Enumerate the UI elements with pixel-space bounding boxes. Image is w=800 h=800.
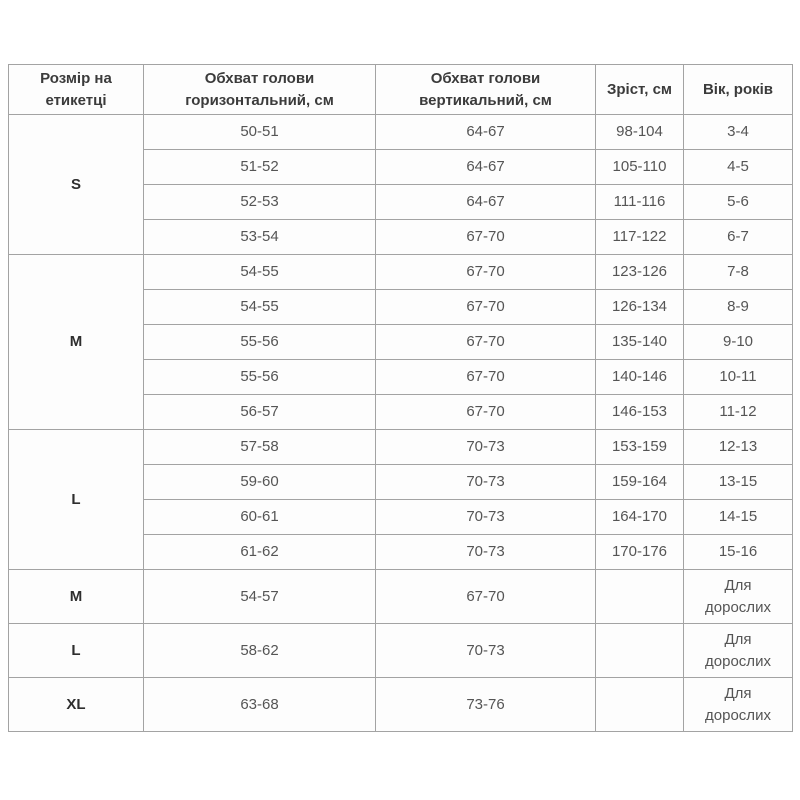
vertical-cell [376,150,596,185]
height-cell-text: 111-116 [613,193,666,211]
height-cell-text: 117-122 [612,228,667,246]
vertical-cell-text: 67-70 [466,333,505,351]
height-cell-text: 140-146 [611,368,668,386]
header-height: Зріст, см [596,65,684,115]
horizontal-cell [144,115,376,150]
header-age: Вік, років [684,65,793,115]
horizontal-cell-text: 60-61 [240,508,279,526]
horizontal-cell-text: 59-60 [240,473,279,491]
vertical-cell [376,255,596,290]
size-chart-table [8,64,793,732]
horizontal-cell [144,290,376,325]
height-cell-text: 123-126 [611,263,668,281]
vertical-cell-text: 70-73 [466,508,505,526]
height-cell [596,624,684,678]
horizontal-cell [144,185,376,220]
height-cell [596,220,684,255]
age-cell-text: 11-12 [719,403,757,421]
size-group-label-text: L [71,490,81,508]
vertical-cell [376,395,596,430]
age-cell [684,395,793,430]
age-cell-text: 13-15 [718,473,758,491]
vertical-cell [376,624,596,678]
size-group-label-text: XL [66,695,86,713]
age-cell-text: Для дорослих [705,576,771,616]
vertical-cell [376,290,596,325]
table-row [9,678,793,732]
horizontal-cell-text: 58-62 [240,641,279,659]
age-cell [684,678,793,732]
size-group-label-text: M [69,333,83,351]
table-row [9,570,793,624]
vertical-cell [376,115,596,150]
height-cell [596,255,684,290]
vertical-cell-text: 67-70 [466,298,505,316]
size-table-body [9,115,793,732]
horizontal-cell [144,500,376,535]
age-cell [684,185,793,220]
height-cell [596,185,684,220]
vertical-cell-text: 67-70 [466,263,505,281]
horizontal-cell-text: 63-68 [240,695,279,713]
age-cell-text: 5-6 [727,193,749,211]
age-cell-text: 8-9 [727,298,749,316]
height-cell [596,115,684,150]
vertical-cell-text: 67-70 [466,403,505,421]
height-cell-text: 98-104 [616,123,663,141]
horizontal-cell-text: 61-62 [240,543,279,561]
age-cell-text: 10-11 [719,368,757,386]
vertical-cell [376,678,596,732]
table-header [9,65,793,115]
height-cell-text: 159-164 [611,473,668,491]
age-cell-text: 15-16 [718,543,758,561]
height-cell [596,430,684,465]
height-cell [596,325,684,360]
size-group-label-text: L [71,641,81,659]
header-size-label: Розмір на етикетці [9,65,144,115]
age-cell [684,360,793,395]
height-cell [596,570,684,624]
vertical-cell-text: 67-70 [466,228,505,246]
table-row [9,255,793,290]
height-cell [596,290,684,325]
height-cell [596,360,684,395]
age-cell [684,500,793,535]
age-cell-text: 12-13 [718,438,758,456]
horizontal-cell-text: 50-51 [240,123,279,141]
height-cell [596,535,684,570]
horizontal-cell [144,624,376,678]
vertical-cell [376,430,596,465]
vertical-cell-text: 70-73 [466,641,505,659]
age-cell-text: 7-8 [727,263,749,281]
height-cell-text: 146-153 [611,403,668,421]
size-group-label [9,678,144,732]
vertical-cell [376,500,596,535]
vertical-cell-text: 64-67 [466,123,505,141]
vertical-cell-text: 70-73 [466,473,505,491]
age-cell-text: 4-5 [727,158,749,176]
horizontal-cell-text: 55-56 [240,333,279,351]
age-cell [684,535,793,570]
horizontal-cell-text: 55-56 [240,368,279,386]
horizontal-cell [144,360,376,395]
horizontal-cell [144,678,376,732]
height-cell-text: 153-159 [611,438,668,456]
vertical-cell-text: 64-67 [466,158,505,176]
vertical-cell [376,465,596,500]
horizontal-cell [144,255,376,290]
vertical-cell [376,325,596,360]
horizontal-cell [144,430,376,465]
height-cell-text: 170-176 [611,543,668,561]
age-cell-text: 14-15 [718,508,758,526]
horizontal-cell-text: 51-52 [240,158,279,176]
size-group-label [9,624,144,678]
age-cell [684,465,793,500]
vertical-cell [376,570,596,624]
vertical-cell-text: 67-70 [466,368,505,386]
age-cell [684,325,793,360]
size-group-label [9,430,144,570]
age-cell-text: Для дорослих [705,684,771,724]
size-group-label-text: S [70,175,81,193]
vertical-cell [376,360,596,395]
vertical-cell-text: 70-73 [466,438,505,456]
header-row [9,65,793,115]
height-cell [596,465,684,500]
height-cell-text: 164-170 [611,508,668,526]
horizontal-cell-text: 52-53 [240,193,279,211]
horizontal-cell [144,465,376,500]
height-cell [596,678,684,732]
age-cell-text: 6-7 [727,228,749,246]
age-cell [684,255,793,290]
age-cell-text: Для дорослих [705,630,771,670]
height-cell-text: 135-140 [611,333,668,351]
age-cell [684,624,793,678]
horizontal-cell-text: 54-55 [240,298,279,316]
age-cell [684,430,793,465]
age-cell [684,150,793,185]
horizontal-cell [144,325,376,360]
table-row [9,115,793,150]
header-vertical-circumference: Обхват голови вертикальний, см [376,65,596,115]
height-cell-text: 105-110 [612,158,667,176]
horizontal-cell [144,220,376,255]
horizontal-cell-text: 57-58 [240,438,279,456]
horizontal-cell [144,570,376,624]
horizontal-cell [144,535,376,570]
height-cell-text: 126-134 [611,298,668,316]
vertical-cell [376,535,596,570]
height-cell [596,500,684,535]
horizontal-cell-text: 56-57 [240,403,279,421]
age-cell-text: 9-10 [722,333,754,351]
vertical-cell-text: 70-73 [466,543,505,561]
table-row [9,624,793,678]
height-cell [596,150,684,185]
vertical-cell [376,185,596,220]
size-group-label [9,115,144,255]
horizontal-cell [144,150,376,185]
size-group-label-text: M [69,587,83,605]
height-cell [596,395,684,430]
age-cell [684,570,793,624]
header-horizontal-circumference: Обхват голови горизонтальний, см [144,65,376,115]
horizontal-cell-text: 54-55 [240,263,279,281]
vertical-cell-text: 64-67 [466,193,505,211]
age-cell-text: 3-4 [727,123,749,141]
age-cell [684,220,793,255]
vertical-cell [376,220,596,255]
vertical-cell-text: 67-70 [466,587,505,605]
horizontal-cell-text: 53-54 [240,228,279,246]
size-group-label [9,255,144,430]
table-row [9,430,793,465]
size-group-label [9,570,144,624]
age-cell [684,290,793,325]
age-cell [684,115,793,150]
vertical-cell-text: 73-76 [466,695,505,713]
horizontal-cell-text: 54-57 [240,587,279,605]
horizontal-cell [144,395,376,430]
